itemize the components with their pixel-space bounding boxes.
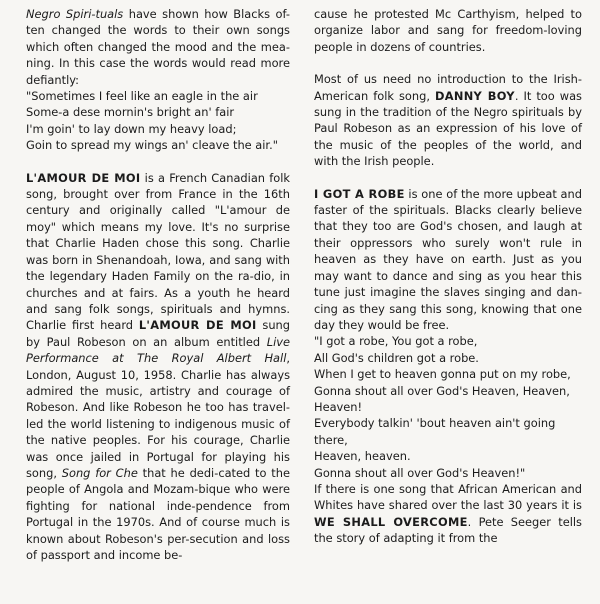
- verse-line: Heaven, heaven.: [314, 449, 411, 464]
- lamour-text-2: sung by Paul Robeson on an album entitled: [26, 318, 290, 349]
- overcome-title: WE SHALL OVERCOME: [314, 514, 468, 529]
- spirituals-text: have shown how Blacks of-ten changed the words to their own songs which often changed the mood and the mea-ning. In this case the words would read more defiantly:: [26, 7, 290, 87]
- verse-line: I'm goin' to lay down my heavy load;: [26, 121, 237, 136]
- mccarthyism-paragraph: cause he protested Mc Carthyism, helped to organize labor and sang for freedom-loving people in dozens of countries.: [314, 7, 582, 54]
- verse-line: "Sometimes I feel like an eagle in the air: [26, 89, 258, 104]
- danny-boy-paragraph: [314, 71, 582, 169]
- danny-text-1: Most of us need no introduction to the Irish-American folk song,: [314, 72, 582, 103]
- song-title: Song for Che: [61, 465, 138, 480]
- verse-line: Some-a dese mornin's bright an' fair: [26, 105, 235, 120]
- verse-line: When I get to heaven gonna put on my robe,: [314, 367, 571, 382]
- robe-title: I GOT A ROBE: [314, 186, 405, 201]
- overcome-paragraph: [314, 481, 582, 547]
- verse-line: All God's children got a robe.: [314, 350, 479, 365]
- lamour-text-3: , London, August 10, 1958. Charlie has always admired the music, artistry and courage of Robeson. And like Robeson he too has travel-led the world listening to indigenous music of the native peoples. For his courage, Charlie was once jailed in Portugal for playing his song,: [26, 351, 290, 480]
- overcome-text-1: If there is one song that African American and Whites have shared over the last 30 years it is: [314, 481, 582, 513]
- left-column: [26, 6, 290, 563]
- paragraph-gap: [314, 55, 582, 71]
- lamour-title: L'AMOUR DE MOI: [26, 170, 141, 185]
- robe-paragraph: [314, 186, 582, 334]
- verse-line: Gonna shout all over God's Heaven!": [314, 465, 526, 480]
- right-column: [314, 6, 582, 547]
- album-title: Live Performance at The Royal Albert Hall: [26, 334, 290, 366]
- robe-text: is one of the more upbeat and faster of the spirituals. Blacks clearly believe that they too are God's chosen, and laugh at their oppressors who surely won't rule in heaven as they have on earth. Just as you may want to dance and sing as you hear this tune just imagine the slaves singing and dan-cing as they sang this song, knowing that one day they would be free.: [314, 186, 582, 332]
- robe-verse: [314, 333, 582, 481]
- danny-text-2: . It too was sung in the tradition of the Negro spirituals by Paul Robeson as an expression of his love of the music of the peoples of the world, and with the Irish people.: [314, 88, 582, 169]
- overcome-text-2: . Pete Seeger tells the story of adapting it from the: [314, 514, 582, 546]
- eagle-verse: [26, 88, 290, 154]
- lamour-title-2: L'AMOUR DE MOI: [138, 318, 257, 333]
- lamour-text-4: that he dedi-cated to the people of Angola and Mozam-bique who were fighting for national inde-pendence from Portugal in the 1970s. And of course much is known about Robeson's per-secution and loss of passport and income be-: [26, 465, 290, 562]
- lamour-paragraph: [26, 170, 290, 564]
- verse-line: "I got a robe, You got a robe,: [314, 334, 478, 349]
- lamour-text-1: is a French Canadian folk song, brought over from France in the 16th century and originally called "L'amour de moy" which means my love. It's no surprise that Charlie Haden chose this song. Charlie was born in Shenandoah, Iowa, and sang with the legendary Haden Family on the ra-dio, in churches and at fairs. As a youth he heard and sang folk songs, spirituals and hymns. Charlie first heard: [26, 170, 290, 333]
- verse-line: Everybody talkin' 'bout heaven ain't going there,: [314, 416, 556, 447]
- danny-boy-title: DANNY BOY: [434, 88, 515, 103]
- verse-line: Goin to spread my wings an' cleave the air.": [26, 138, 278, 153]
- spirituals-italic: Negro Spiri-tuals: [26, 7, 124, 21]
- paragraph-gap: [314, 170, 582, 186]
- spirituals-paragraph: [26, 6, 290, 88]
- verse-line: Gonna shout all over God's Heaven, Heaven, Heaven!: [314, 383, 570, 414]
- paragraph-gap: [26, 154, 290, 170]
